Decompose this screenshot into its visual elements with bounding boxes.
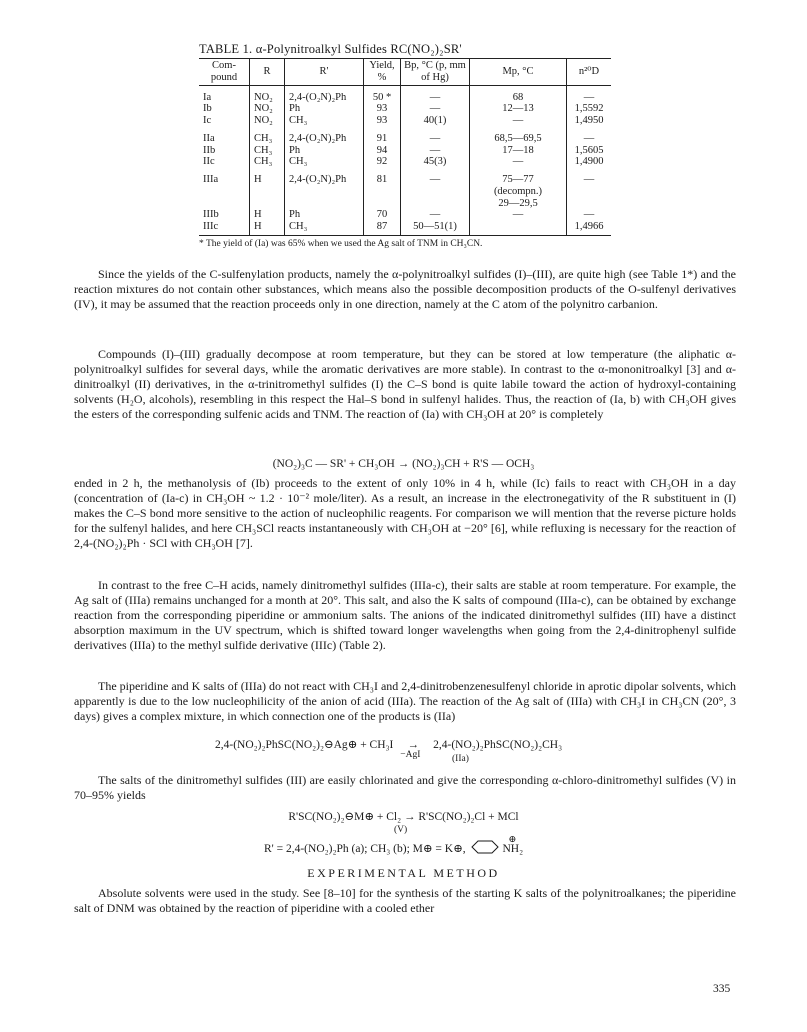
eq4-nh-group	[502, 835, 524, 855]
table-1	[199, 58, 611, 236]
table-row	[199, 85, 611, 127]
paragraph-1: Since the yields of the C-sulfenylation products, namely the α-polynitroalkyl sulfides (I)–(III), are quite high (see Table 1*) and the reaction mixtures do not contain other substances, which means also the possible decomposition products of the O-sulfenyl derivatives (IV), it may be assumed that the reaction proceeds only in one direction, namely at the C atom of the polynitro carbanion.	[74, 267, 736, 311]
header-yield: Yield, %	[364, 59, 401, 86]
eq3-label: (V)	[394, 825, 408, 835]
table-cell-yield: 81 70 87	[364, 168, 401, 235]
section-heading: EXPERIMENTAL METHOD	[307, 866, 500, 880]
table-cell-compound: IIIa IIIb IIIc	[199, 168, 250, 235]
table-cell-rp: 2,4-(O₂N)₂Ph Ph CH₃	[285, 168, 364, 235]
header-nd: n²⁰D	[567, 59, 612, 86]
table-cell-rp: 2,4-(O₂N)₂Ph Ph CH₃	[285, 127, 364, 168]
eq2-label: (IIa)	[452, 754, 469, 764]
table-body	[199, 85, 611, 235]
table-cell-mp: 68,5—69,5 17—18 —	[470, 127, 567, 168]
paragraph-5: The piperidine and K salts of (IIIa) do not react with CH₃I and 2,4-dinitrobenzenesulfenyl chloride in aprotic dipolar solvents, which apparently is due to the low nucleophilicity of the anion of acid (IIIa). The reaction of the Ag salt of (IIIa) with CH₃I in CH₃CN (20°, 3 days) gives a complex mixture, in which connection one of the products is (IIa)	[74, 679, 736, 723]
table-cell-nd: — — 1,4966	[567, 168, 612, 235]
table-cell-nd: — 1,5592 1,4950	[567, 85, 612, 127]
table-cell-mp: 75—77 (decompn.) 29—29,5 —	[470, 168, 567, 235]
eq2-arrow: → −AgI	[400, 739, 421, 760]
table-cell-compound: IIa IIb IIc	[203, 132, 216, 168]
paragraph-2: Compounds (I)–(III) gradually decompose at room temperature, but they can be stored at low temperature (the aliphatic α-polynitroalkyl sulfides for several days, while the aromatic derivatives are more stable). In contrast to the α-mononitroalkyl [3] and α-dinitroalkyl (II) derivatives, in the α-trinitromethyl sulfides (I) the C–S bond is quite labile toward the action of hydroxyl-containing solvents (H₂O, alcohols), resembling in this respect the Hal–S bond in sulfenyl halides. Thus, the reaction of (Ia, b) with CH₃OH gives the esters of the corresponding sulfenic acids and TNM. The reaction of (Ia) with CH₃OH at 20° is completely	[74, 347, 736, 421]
header-bp: Bp, °C (p, mm of Hg)	[401, 59, 470, 86]
table-footnote: * The yield of (Ia) was 65% when we used the Ag salt of TNM in CH₃CN.	[199, 239, 483, 249]
header-r-prime: R'	[285, 59, 364, 86]
eq2-right: 2,4-(NO₂)₂PhSC(NO₂)₂CH₃	[433, 739, 563, 751]
table-cell-bp: — — 45(3)	[401, 127, 470, 168]
table-cell-mp: 68 12—13 —	[470, 85, 567, 127]
eq2-left: 2,4-(NO₂)₂PhSC(NO₂)₂⊖Ag⊕ + CH₃I	[215, 739, 394, 751]
equation-methanolysis: (NO₂)₃C — SR' + CH₃OH → (NO₂)₃CH + R'S — OCH₃	[272, 458, 535, 470]
paragraph-3: ended in 2 h, the methanolysis of (Ib) proceeds to the extent of only 10% in 4 h, while (Ic) fails to react with CH₃OH in a day (concentration of (Ia-c) in CH₃OH ~ 1.2 · 10⁻² mole/liter). As a result, an increase in the electronegativity of the R substituent in (I) makes the C–S bond more sensitive to the action of nucleophilic reagents. For comparison we will mention that the reverse picture holds for the sulfenyl halides, and here CH₃SCl reacts instantaneously with CH₃OH at −20° [6], while refluxing is necessary for the reaction of 2,4-(NO₂)₂Ph · SCl with CH₃OH [7].	[74, 476, 736, 550]
table-cell-bp: — — 50—51(1)	[401, 168, 470, 235]
table-cell-nd: — 1,5605 1,4900	[567, 127, 612, 168]
header-r: R	[250, 59, 285, 86]
equation-definitions	[264, 835, 524, 855]
paragraph-6: The salts of the dinitromethyl sulfides (III) are easily chlorinated and give the corresponding α-chloro-dinitromethyl sulfides (V) in 70–95% yields	[74, 773, 736, 802]
eq4-plus: ⊕	[508, 835, 517, 845]
table-title: TABLE 1. α-Polynitroalkyl Sulfides RC(NO₂)₂SR'	[199, 42, 462, 56]
header-compound: Com-pound	[199, 59, 250, 86]
table-cell-compound: Ia Ib Ic	[203, 91, 212, 126]
table-cell-bp: — — 40(1)	[401, 85, 470, 127]
table-cell-r: H H H	[250, 168, 285, 235]
paragraph-7: Absolute solvents were used in the study. See [8–10] for the synthesis of the starting K salts of the polynitroalkanes; the piperidine salt of DNM was obtained by the reaction of piperidine with a cooled ether	[74, 886, 736, 915]
piperidine-ring-icon	[468, 840, 502, 854]
table-row	[199, 168, 611, 235]
equation-chlorination: R'SC(NO₂)₂⊖M⊕ + Cl₂ → R'SC(NO₂)₂Cl + MCl	[288, 811, 519, 823]
eq2-arrow-label: −AgI	[400, 750, 421, 760]
paragraph-4: In contrast to the free C–H acids, namely dinitromethyl sulfides (IIIa-c), their salts are stable at room temperature. For example, the Ag salt of (IIIa) remains unchanged for a month at 20°. This salt, and also the K salts of compound (IIIa-c), can be obtained by exchange reaction from the corresponding piperidine or ammonium salts. The anions of the indicated dinitromethyl sulfides (III) have a distinct absorption maximum in the UV spectrum, which is shifted toward longer wavelengths when going from the 2,4-dinitrophenyl sulfide derivatives (IIIa) to the methyl sulfide derivative (IIIc) (Table 2).	[74, 578, 736, 652]
eq4-text: R' = 2,4-(NO₂)₂Ph (a); CH₃ (b); M⊕ = K⊕,	[264, 843, 466, 855]
table-cell-rp: 2,4-(O₂N)₂Ph Ph CH₃	[285, 85, 364, 127]
table-row	[199, 127, 611, 168]
header-mp: Mp, °C	[470, 59, 567, 86]
page-number: 335	[713, 983, 731, 995]
table-cell-r: NO₂ NO₂ NO₂	[250, 85, 285, 127]
table-cell-yield: 50 * 93 93	[364, 85, 401, 127]
eq4-nh: NH₂	[502, 843, 524, 855]
table-cell-yield: 91 94 92	[364, 127, 401, 168]
table-cell-r: CH₃ CH₃ CH₃	[250, 127, 285, 168]
